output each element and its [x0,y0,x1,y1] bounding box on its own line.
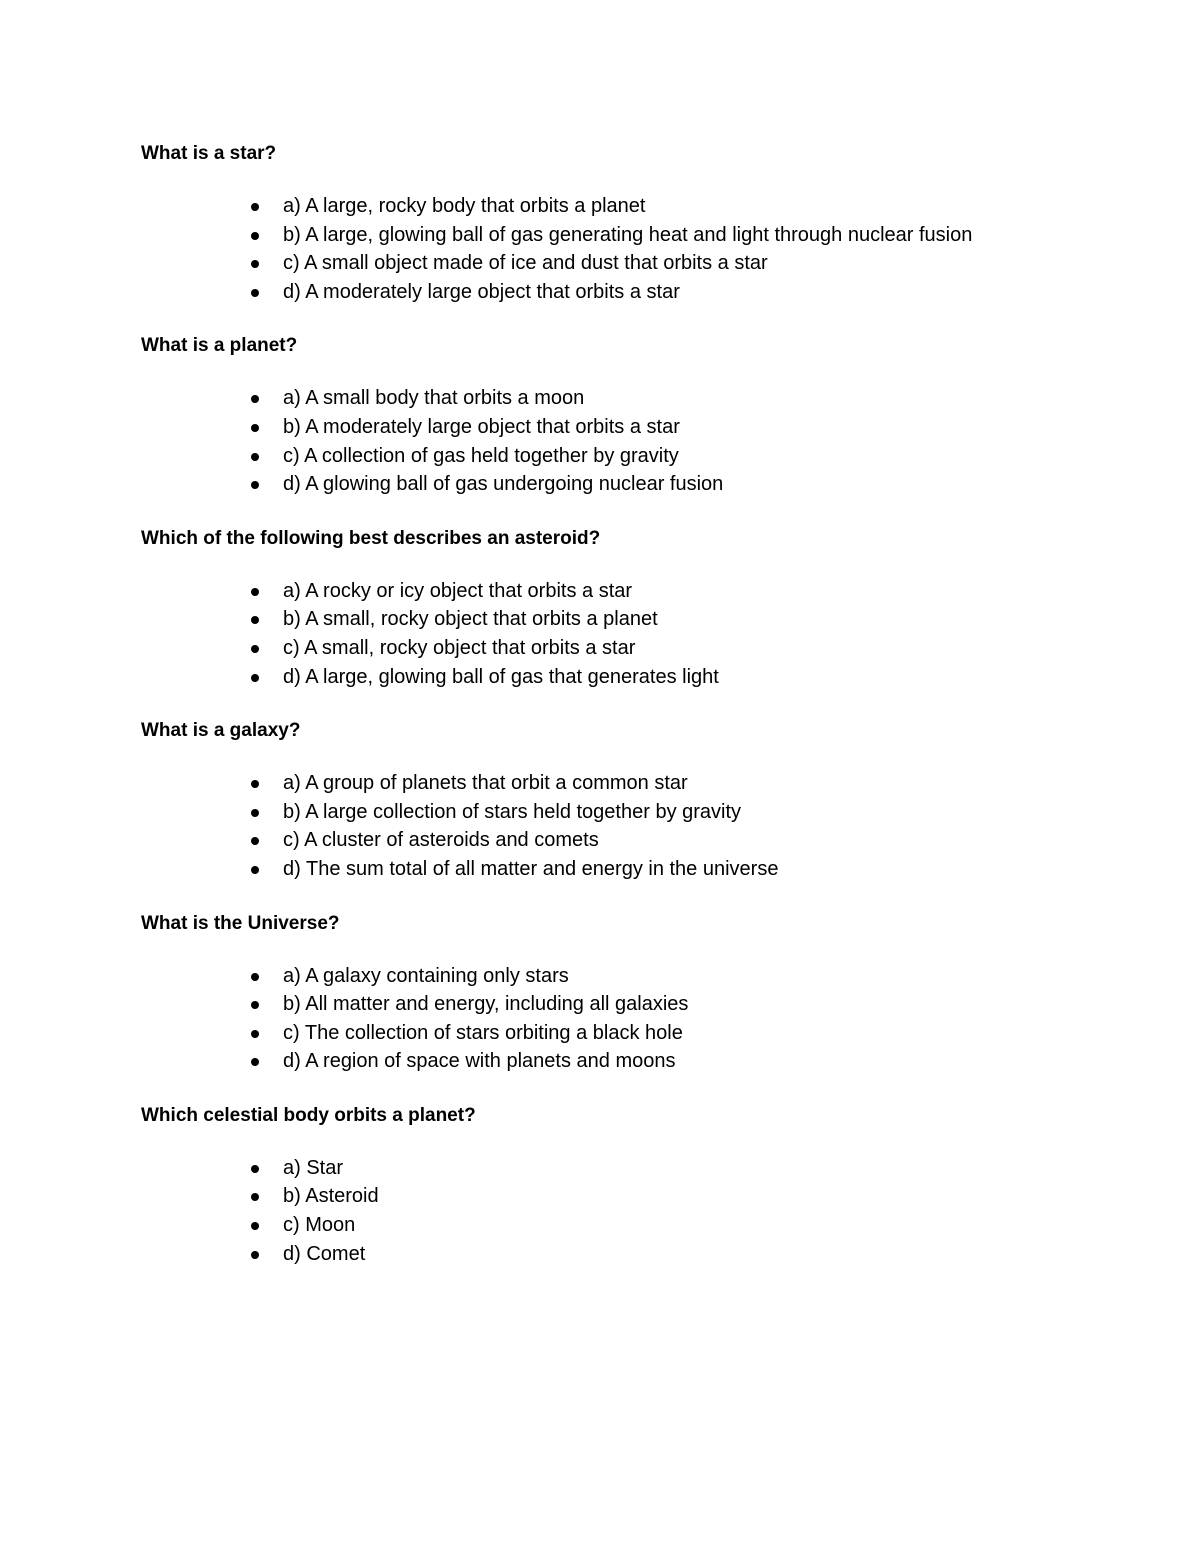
option-text: b) A large, glowing ball of gas generating heat and light through nuclear fusion [283,223,973,246]
question-block [141,1102,1101,1268]
bullet-icon [251,973,259,981]
option-item [141,1047,1101,1076]
option-item [141,663,1101,692]
question-title: What is a planet? [141,335,298,357]
option-text: d) The sum total of all matter and energy in the universe [283,857,779,880]
bullet-icon [251,289,259,297]
option-item [141,1211,1101,1240]
bullet-icon [251,424,259,432]
option-text: c) A collection of gas held together by gravity [283,444,679,467]
question-title: What is a star? [141,143,277,164]
option-text: c) Moon [283,1214,356,1237]
option-list [141,962,1101,1076]
option-item [141,1240,1101,1269]
option-text: a) A rocky or icy object that orbits a star [283,579,633,602]
option-item [141,192,1101,221]
bullet-icon [251,674,259,682]
bullet-icon [251,1251,259,1259]
option-list [141,192,1101,306]
bullet-icon [251,837,259,845]
option-text: d) A region of space with planets and moons [283,1050,676,1073]
option-text: b) A large collection of stars held together by gravity [283,800,742,823]
option-item [141,855,1101,884]
bullet-icon [251,203,259,211]
question-block [141,140,1101,306]
option-item [141,769,1101,798]
option-text: c) A small object made of ice and dust that orbits a star [283,252,768,275]
option-text: d) A glowing ball of gas undergoing nuclear fusion [283,473,724,496]
option-item [141,278,1101,307]
bullet-icon [251,1222,259,1230]
option-text: c) A small, rocky object that orbits a star [283,636,636,659]
bullet-icon [251,260,259,268]
bullet-icon [251,645,259,653]
bullet-icon [251,395,259,403]
option-text: a) A large, rocky body that orbits a planet [283,195,646,217]
option-text: b) A moderately large object that orbits a star [283,415,680,438]
question-block [141,332,1101,498]
option-text: c) The collection of stars orbiting a black hole [283,1021,683,1044]
option-item [141,442,1101,471]
option-item [141,470,1101,499]
bullet-icon [251,780,259,788]
question-title: What is a galaxy? [141,720,301,742]
option-item [141,577,1101,606]
question-list [141,140,1101,1294]
question-title: What is the Universe? [141,912,340,934]
option-text: a) A group of planets that orbit a common star [283,772,688,795]
option-text: a) Star [283,1156,344,1179]
option-item [141,634,1101,663]
option-list [141,384,1101,498]
option-item [141,413,1101,442]
option-text: a) A galaxy containing only stars [283,964,569,987]
bullet-icon [251,453,259,461]
bullet-icon [251,809,259,817]
question-block [141,910,1101,1076]
option-text: d) A large, glowing ball of gas that generates light [283,665,719,688]
option-text: b) A small, rocky object that orbits a planet [283,608,658,631]
bullet-icon [251,232,259,240]
bullet-icon [251,1058,259,1066]
option-list [141,577,1101,691]
option-item [141,962,1101,991]
option-list [141,1154,1101,1268]
option-text: b) Asteroid [283,1185,379,1208]
option-item [141,1154,1101,1183]
question-block [141,717,1101,883]
option-item [141,249,1101,278]
bullet-icon [251,1165,259,1173]
bullet-icon [251,1193,259,1201]
bullet-icon [251,866,259,874]
question-title: Which of the following best describes an asteroid? [141,527,601,549]
option-item [141,826,1101,855]
option-item [141,605,1101,634]
option-item [141,1019,1101,1048]
option-text: c) A cluster of asteroids and comets [283,829,599,852]
option-list [141,769,1101,883]
option-item [141,384,1101,413]
bullet-icon [251,588,259,596]
question-title: Which celestial body orbits a planet? [141,1104,476,1126]
option-text: a) A small body that orbits a moon [283,387,585,410]
bullet-icon [251,616,259,624]
bullet-icon [251,1001,259,1009]
option-item [141,1182,1101,1211]
option-text: d) Comet [283,1242,366,1265]
option-item [141,798,1101,827]
question-block [141,525,1101,691]
bullet-icon [251,1030,259,1038]
bullet-icon [251,481,259,489]
option-text: d) A moderately large object that orbits a star [283,280,680,303]
option-item [141,221,1101,250]
option-text: b) All matter and energy, including all galaxies [283,993,689,1016]
option-item [141,990,1101,1019]
